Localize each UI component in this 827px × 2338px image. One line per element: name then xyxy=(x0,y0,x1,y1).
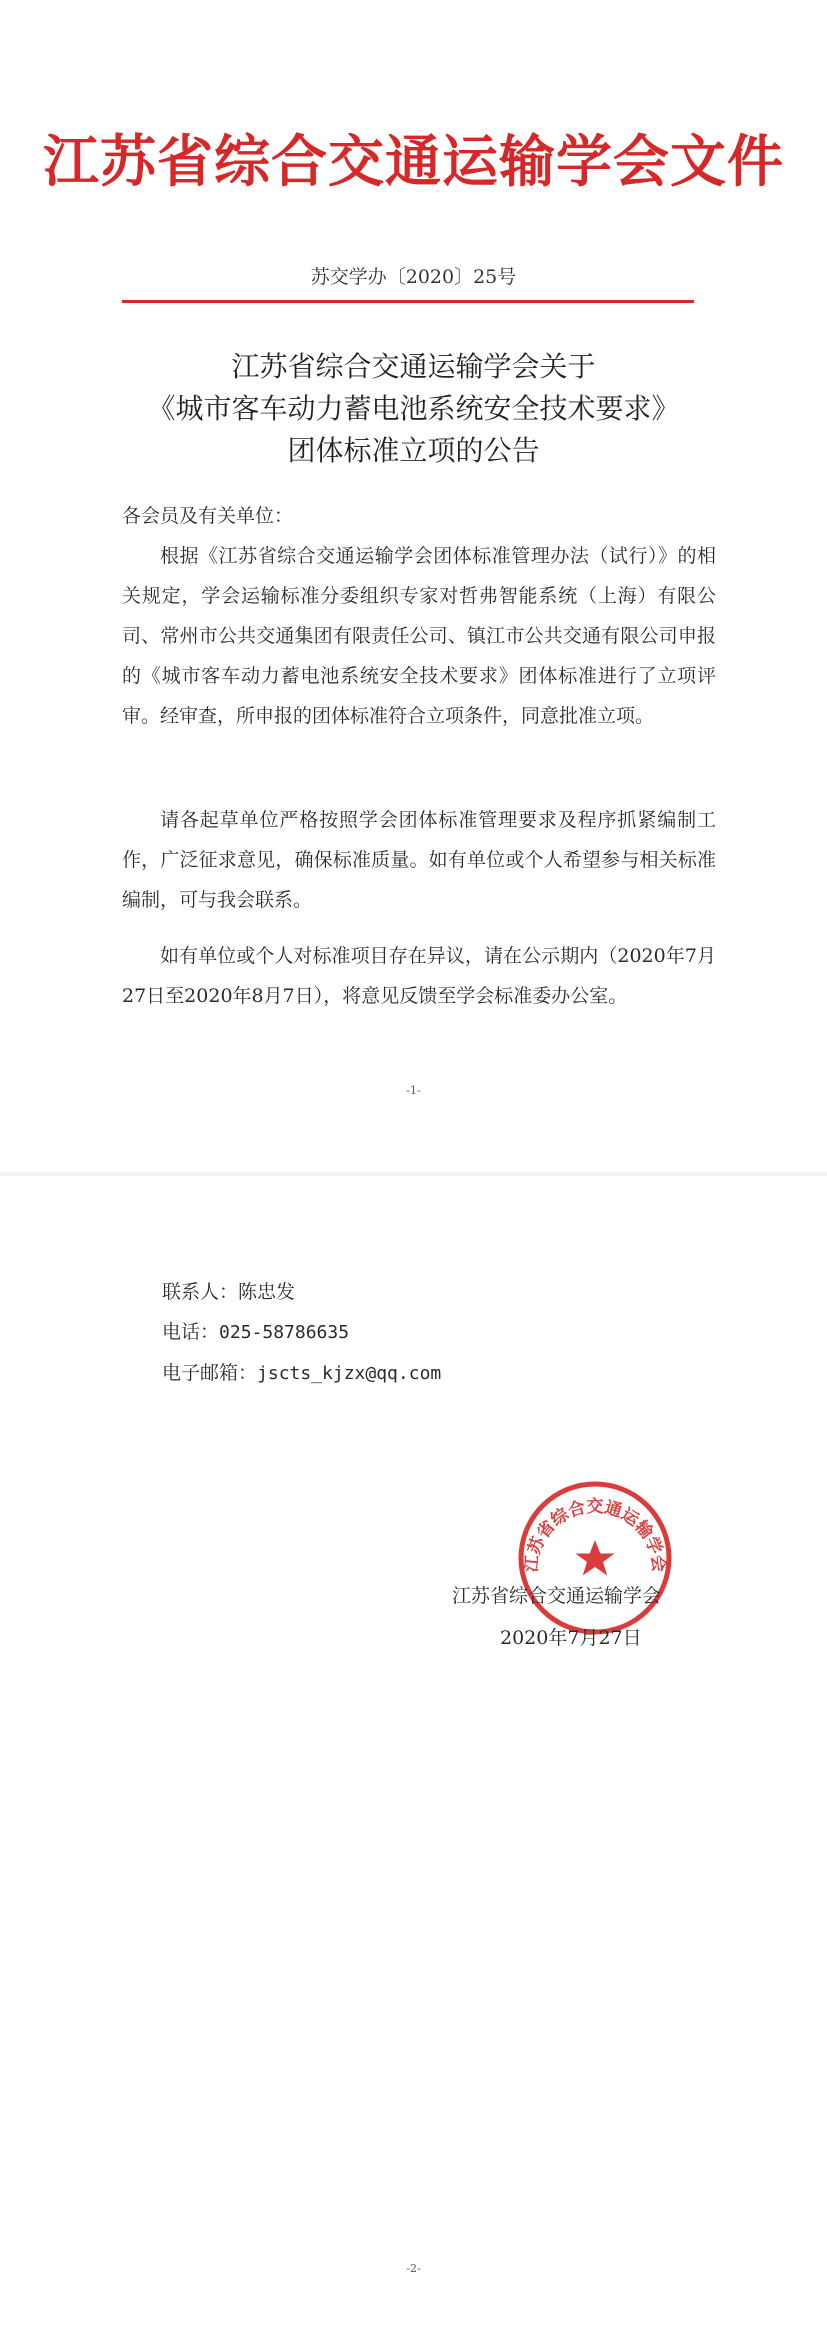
seal-text: 江苏省综合交通运输学会 xyxy=(521,1497,669,1574)
signature-date: 2020年7月27日 xyxy=(500,1627,642,1649)
contact-email-row xyxy=(162,1353,441,1394)
contact-person-label: 联系人： xyxy=(162,1281,239,1303)
contact-person-value: 陈忠发 xyxy=(238,1281,296,1303)
notice-title-line-2: 《城市客车动力蓄电池系统安全技术要求》 xyxy=(147,392,680,425)
contact-email-value[interactable]: jscts_kjzx@qq.com xyxy=(257,1363,442,1384)
contact-phone-label: 电话： xyxy=(162,1321,220,1343)
paragraph-drafting: 请各起草单位严格按照学会团体标准管理要求及程序抓紧编制工作，广泛征求意见，确保标准质量。如有单位或个人希望参与相关标准编制，可与我会联系。 xyxy=(122,809,716,911)
seal-star-icon xyxy=(576,1540,615,1576)
contact-email-label: 电子邮箱： xyxy=(162,1362,258,1384)
paragraph-objection: 如有单位或个人对标准项目存在异议，请在公示期内（2020年7月27日至2020年8月7日），将意见反馈至学会标准委办公室。 xyxy=(122,945,716,1007)
org-header-title: 江苏省综合交通运输学会文件 xyxy=(43,129,784,195)
contact-block xyxy=(162,1272,441,1394)
red-divider-line xyxy=(122,300,694,303)
page-number-2: -2- xyxy=(406,2262,421,2275)
contact-person-row xyxy=(162,1272,441,1312)
document-number: 苏交学办〔2020〕25号 xyxy=(310,266,517,288)
signature-block xyxy=(452,1575,661,1659)
notice-title-line-1: 江苏省综合交通运输学会关于 xyxy=(231,350,596,383)
page-number: -1- xyxy=(406,1084,421,1097)
notice-title xyxy=(0,346,827,472)
contact-phone-value: 025-58786635 xyxy=(219,1322,350,1343)
contact-phone-row xyxy=(162,1312,441,1353)
notice-title-line-3: 团体标准立项的公告 xyxy=(287,434,540,467)
signature-org: 江苏省综合交通运输学会 xyxy=(452,1585,662,1607)
paragraph-review: 根据《江苏省综合交通运输学会团体标准管理办法（试行）》的相关规定，学会运输标准分委组织专家对哲弗智能系统（上海）有限公司、常州市公共交通集团有限责任公司、镇江市公共交通有限公司申报的《城市客车动力蓄电池系统安全技术要求》团体标准进行了立项评审。经审查，所申报的团体标准符合立项条件，同意批准立项。 xyxy=(122,545,716,727)
salutation: 各会员及有关单位： xyxy=(122,505,294,527)
